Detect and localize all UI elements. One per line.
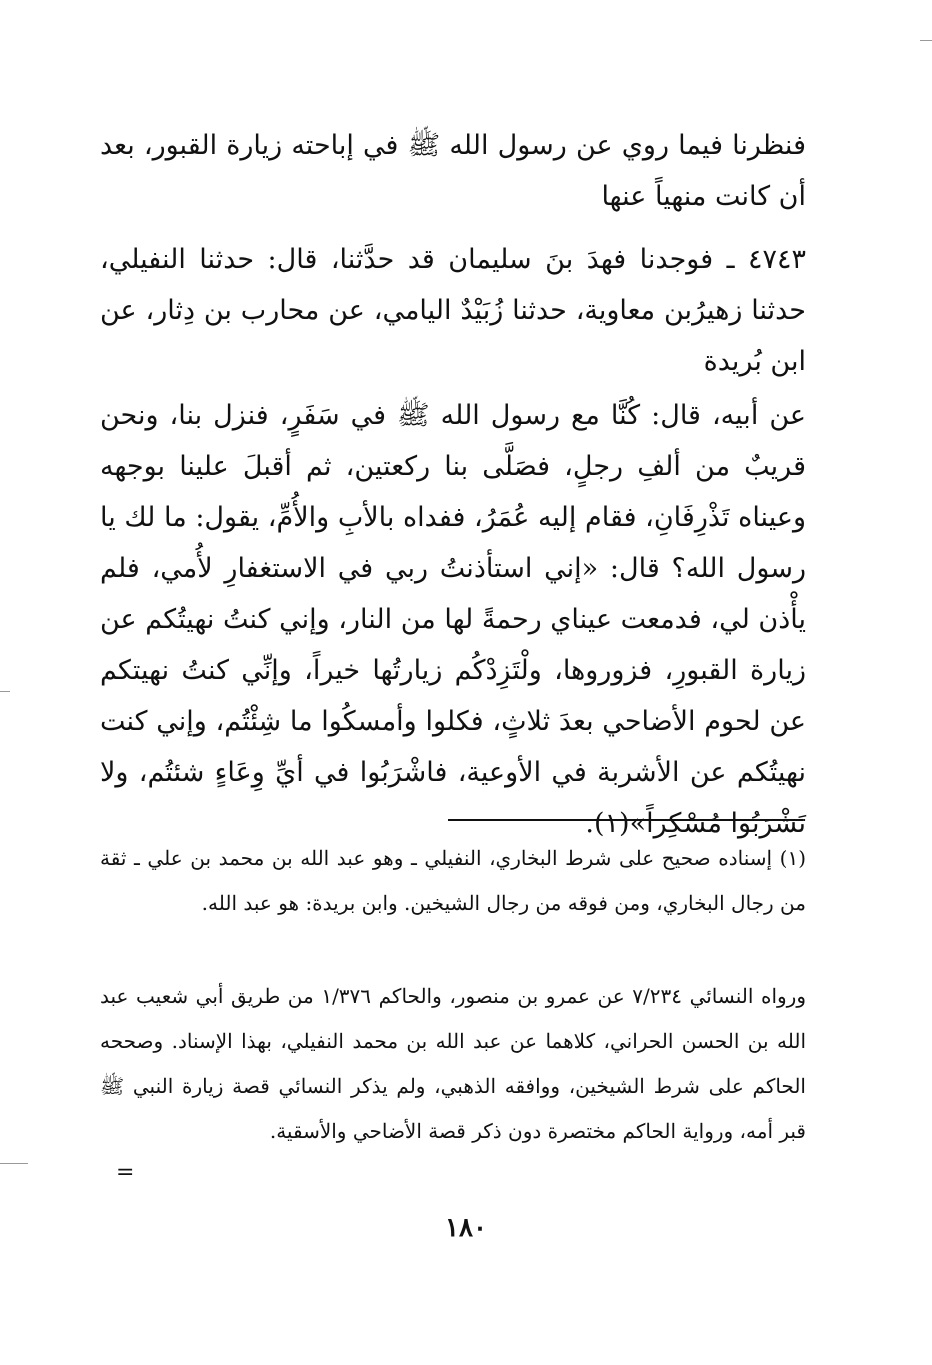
body-paragraph-hadith-chain: ٤٧٤٣ ـ فوجدنا فهدَ بنَ سليمان قد حدَّثنا، قال: حدثنا النفيلي، حدثنا زهيرُبن معاوية، حدثنا زُبَيْدٌ اليامي، عن محارب بن دِثار، عن ابن بُريدة bbox=[100, 244, 806, 377]
scan-margin-mark bbox=[0, 691, 10, 692]
footnote-2: ورواه النسائي ٧/٢٣٤ عن عمرو بن منصور، والحاكم ١/٣٧٦ من طريق أبي شعيب عبد الله بن الحسن الحراني، كلاهما عن عبد الله بن محمد النفيلي، بهذا الإسناد. وصححه الحاكم على شرط الشيخين، ووافقه الذهبي، ولم يذكر النسائي قصة زيارة النبي ﷺ قبر أمه، ورواية الحاكم مختصرة دون ذكر قصة الأضاحي والأسقية. bbox=[100, 984, 807, 1143]
page-number: ١٨٠ bbox=[445, 1213, 487, 1243]
continuation-mark: = bbox=[116, 1160, 135, 1185]
footnote-separator bbox=[448, 819, 803, 821]
scan-margin-mark bbox=[0, 1163, 28, 1164]
body-paragraph-hadith-text: عن أبيه، قال: كُنَّا مع رسول الله ﷺ في سَفَرٍ، فنزل بنا، ونحن قريبٌ من ألفِ رجلٍ، فصَلَّى بنا ركعتين، ثم أقبلَ علينا بوجهه وعيناه تَذْرِفَانِ، فقام إليه عُمَرُ، ففداه بالأبِ والأُمِّ، يقول: ما لك يا رسول الله؟ قال: «إني استأذنتُ ربي في الاستغفارِ لأُمي، فلم يأْذن لي، فدمعت عيناي رحمةً لها من النار، وإني كنتُ نهيتُكم عن زيارة القبورِ، فزوروها، ولْتَزِدْكُم زيارتُها خيراً، وإنِّي كنتُ نهيتكم عن لحوم الأضاحي بعدَ ثلاثٍ، فكلوا وأمسكُوا ما شِئْتُم، وإني كنت نهيتُكم عن الأشربة في الأوعية، فاشْرَبُوا في أيِّ وِعَاءٍ شئتُم، ولا تَشْرَبُوا مُسْكِراً»(١). bbox=[100, 400, 807, 839]
footnote-1: (١) إسناده صحيح على شرط البخاري، النفيلي ـ وهو عبد الله بن محمد بن علي ـ ثقة من رجال البخاري، ومن فوقه من رجال الشيخين. وابن بريدة: هو عبد الله. bbox=[100, 846, 806, 915]
scan-margin-mark bbox=[920, 40, 932, 41]
body-paragraph-intro: فنظرنا فيما روي عن رسول الله ﷺ في إباحته زيارة القبور، بعد أن كانت منهياً عنها bbox=[100, 130, 806, 212]
